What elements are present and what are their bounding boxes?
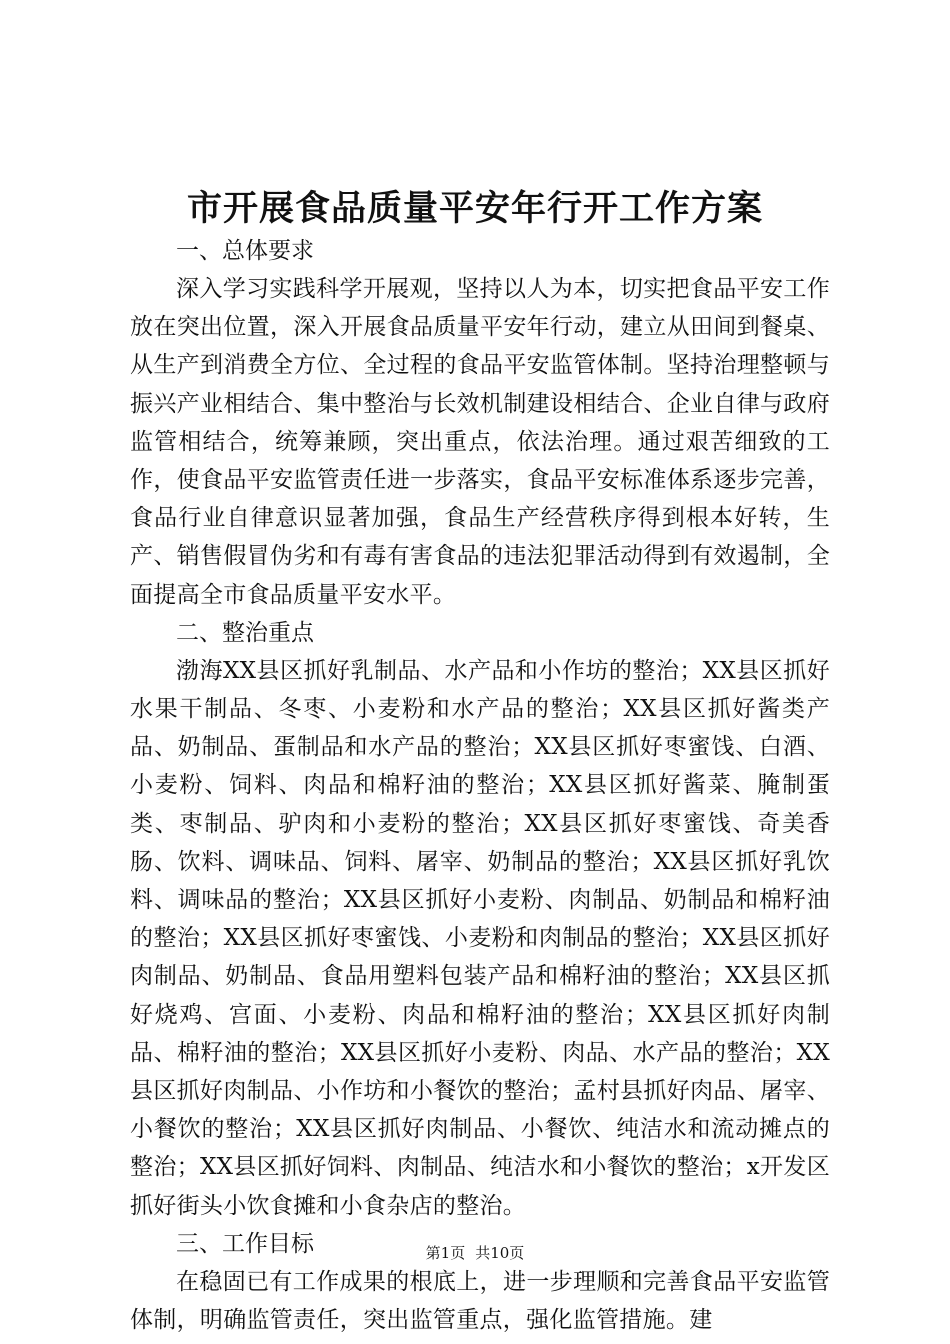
section-body-work-goals: 在稳固已有工作成果的根底上，进一步理顺和完善食品平安监管体制，明确监管责任，突出监管重点，强化监管措施。建 [130, 1268, 830, 1334]
section-body-general-requirements: 深入学习实践科学开展观，坚持以人为本，切实把食品平安工作放在突出位置，深入开展食品质量平安年行动，建立从田间到餐桌、从生产到消费全方位、全过程的食品平安监管体制。坚持治理整顿与振兴产业相结合、集中整治与长效机制建设相结合、企业自律与政府监管相结合，统筹兼顾，突出重点，依法治理。通过艰苦细致的工作，使食品平安监管责任进一步落实，食品平安标准体系逐步完善，食品行业自律意识显著加强，食品生产经营秩序得到根本好转，生产、销售假冒伪劣和有毒有害食品的违法犯罪活动得到有效遏制，全面提高全市食品质量平安水平。 [130, 276, 830, 608]
section-body-key-rectification: 渤海XX县区抓好乳制品、水产品和小作坊的整治；XX县区抓好水果干制品、冬枣、小麦粉和水产品的整治；XX县区抓好酱类产品、奶制品、蛋制品和水产品的整治；XX县区抓好枣蜜饯、白酒、小麦粉、饲料、肉品和棉籽油的整治；XX县区抓好酱菜、腌制蛋类、枣制品、驴肉和小麦粉的整治；XX县区抓好枣蜜饯、奇美香肠、饮料、调味品、饲料、屠宰、奶制品的整治；XX县区抓好乳饮料、调味品的整治；XX县区抓好小麦粉、肉制品、奶制品和棉籽油的整治；XX县区抓好枣蜜饯、小麦粉和肉制品的整治；XX县区抓好肉制品、奶制品、食品用塑料包装产品和棉籽油的整治；XX县区抓好烧鸡、宫面、小麦粉、肉品和棉籽油的整治；XX县区抓好肉制品、棉籽油的整治；XX县区抓好小麦粉、肉品、水产品的整治；XX县区抓好肉制品、小作坊和小餐饮的整治；孟村县抓好肉品、屠宰、小餐饮的整治；XX县区抓好肉制品、小餐饮、纯洁水和流动摊点的整治；XX县区抓好饲料、肉制品、纯洁水和小餐饮的整治；x开发区抓好街头小饮食摊和小食杂店的整治。 [130, 657, 830, 1219]
page-footer [0, 1243, 950, 1263]
document-title: 市开展食品质量平安年行开工作方案 [186, 188, 763, 229]
page-number: 第1页 [425, 1244, 466, 1262]
section-heading-general-requirements: 一、总体要求 [176, 238, 314, 264]
document-body [130, 232, 830, 1339]
section-heading-key-rectification: 二、整治重点 [176, 619, 314, 646]
page-total: 共10页 [475, 1244, 525, 1262]
section-heading-work-goals: 三、工作目标 [176, 1230, 314, 1257]
